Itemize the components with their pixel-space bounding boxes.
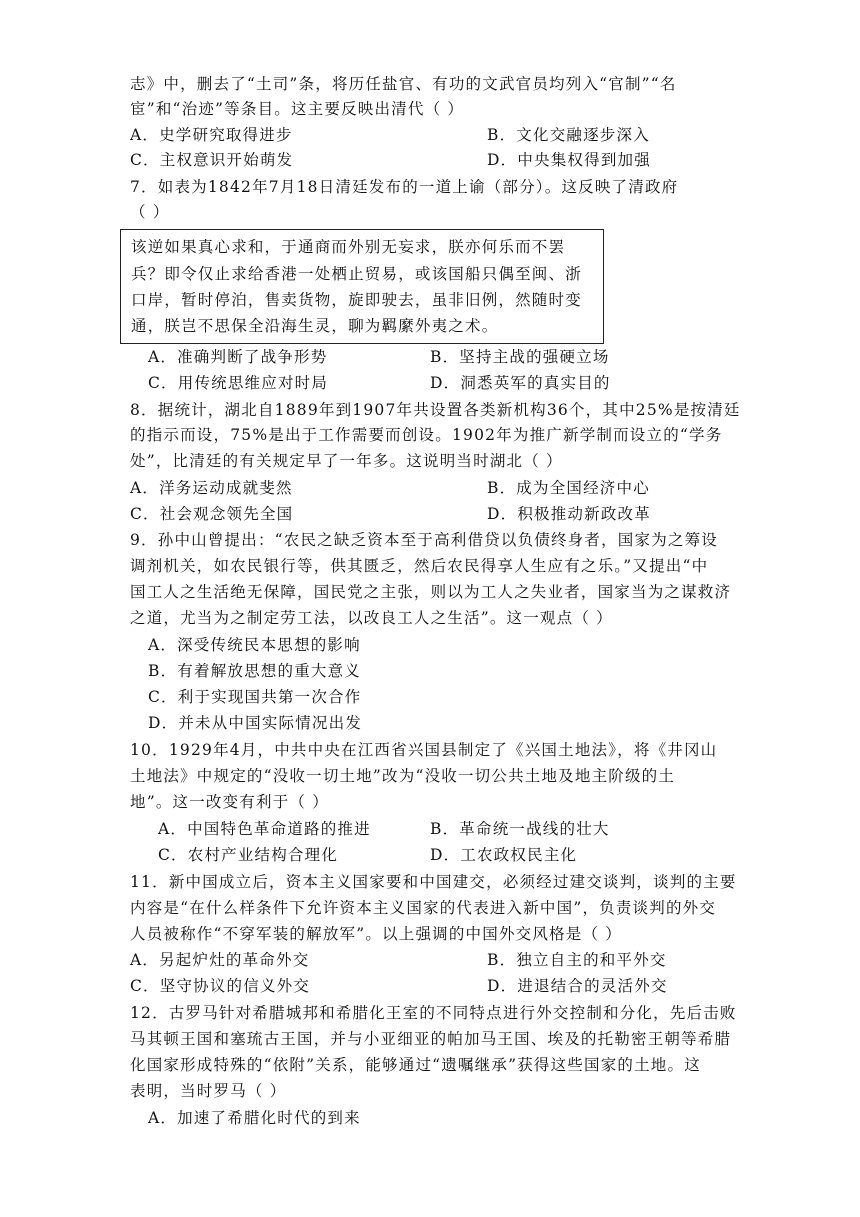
q10-option-a[interactable]: A．中国特色革命道路的推进 xyxy=(158,820,371,838)
q10-stem-line-2: 土地法》中规定的“没收一切土地”改为“没收一切公共土地及地主阶级的土 xyxy=(130,767,676,785)
q9-stem-line-3: 国工人之生活绝无保障，国民党之主张，则以为工人之失业者，国家当为之谋救济 xyxy=(130,583,732,601)
q11-stem-line-3: 人员被称作“不穿军装的解放军”。以上强调的中国外交风格是（ ） xyxy=(130,925,622,943)
q11-stem-line-1: 11．新中国成立后，资本主义国家要和中国建交，必须经过建交谈判，谈判的主要 xyxy=(130,873,737,891)
q7-quote-line-1: 该逆如果真心求和，于通商而外别无妄求，朕亦何乐而不罢 xyxy=(131,238,566,256)
q12-stem-line-2: 马其顿王国和塞琉古王国，并与小亚细亚的帕加马王国、埃及的托勒密王朝等希腊 xyxy=(130,1030,732,1048)
q8-option-d[interactable]: D．积极推动新政改革 xyxy=(487,505,651,523)
q8-option-b[interactable]: B．成为全国经济中心 xyxy=(487,479,650,497)
q6-option-a[interactable]: A．史学研究取得进步 xyxy=(130,126,293,144)
q8-option-c[interactable]: C．社会观念领先全国 xyxy=(130,505,294,523)
q12-stem-line-3: 化国家形成特殊的“依附”关系，能够通过“遗嘱继承”获得这些国家的土地。这 xyxy=(130,1056,701,1074)
q7-stem-line-1: 7．如表为1842年7月18日清廷发布的一道上谕（部分）。这反映了清政府 xyxy=(130,178,679,196)
q12-stem-line-1: 12．古罗马针对希腊城邦和希腊化王室的不同特点进行外交控制和分化，先后击败 xyxy=(130,1004,737,1022)
q8-stem-line-3: 处”，比清廷的有关规定早了一年多。这说明当时湖北（ ） xyxy=(130,452,563,470)
q8-stem-line-1: 8．据统计，湖北自1889年到1907年共设置各类新机构36个，其中25%是按清廷 xyxy=(130,401,741,419)
q6-stem-line-2: 宦”和“治迹”等条目。这主要反映出清代（ ） xyxy=(130,100,465,118)
q9-option-b[interactable]: B．有着解放思想的重大意义 xyxy=(148,662,361,680)
q7-quote-line-3: 口岸，暂时停泊，售卖货物，旋即驶去，虽非旧例，然随时变 xyxy=(131,291,582,309)
q10-option-d[interactable]: D．工农政权民主化 xyxy=(430,846,578,864)
q11-option-b[interactable]: B．独立自主的和平外交 xyxy=(487,951,667,969)
q7-option-d[interactable]: D．洞悉英军的真实目的 xyxy=(430,374,611,392)
q12-stem-line-4: 表明，当时罗马（ ） xyxy=(130,1082,287,1100)
q10-option-b[interactable]: B．革命统一战线的壮大 xyxy=(430,820,610,838)
q9-option-d[interactable]: D．并未从中国实际情况出发 xyxy=(148,714,363,732)
q6-option-d[interactable]: D．中央集权得到加强 xyxy=(487,151,651,169)
q7-stem-line-2: （ ） xyxy=(130,203,170,221)
q10-stem-line-3: 地”。这一改变有利于（ ） xyxy=(130,793,329,811)
q12-option-a[interactable]: A．加速了希腊化时代的到来 xyxy=(148,1109,361,1127)
q11-option-d[interactable]: D．进退结合的灵活外交 xyxy=(487,977,668,995)
q9-stem-line-4: 之道，尤当为之制定劳工法，以改良工人之生活”。这一观点（ ） xyxy=(130,609,613,627)
q10-option-c[interactable]: C．农村产业结构合理化 xyxy=(158,846,339,864)
q8-option-a[interactable]: A．洋务运动成就斐然 xyxy=(130,479,293,497)
q11-stem-line-2: 内容是“在什么样条件下允许资本主义国家的代表进入新中国”，负责谈判的外交 xyxy=(130,899,717,917)
q6-option-c[interactable]: C．主权意识开始萌发 xyxy=(130,151,294,169)
q9-option-c[interactable]: C．利于实现国共第一次合作 xyxy=(148,688,362,706)
q7-quote-box xyxy=(120,229,604,344)
q10-stem-line-1: 10．1929年4月，中共中央在江西省兴国县制定了《兴国土地法》，将《井冈山 xyxy=(130,741,718,759)
q7-quote-line-4: 通，朕岂不思保全沿海生灵，聊为羁縻外夷之术。 xyxy=(131,317,499,335)
q9-stem-line-1: 9．孙中山曾提出：“农民之缺乏资本至于高利借贷以负债终身者，国家为之筹设 xyxy=(130,531,718,549)
q7-quote-line-2: 兵？即令仅止求给香港一处栖止贸易，或该国船只偶至闽、浙 xyxy=(131,265,582,283)
q11-option-c[interactable]: C．坚守协议的信义外交 xyxy=(130,977,311,995)
q9-stem-line-2: 调剂机关，如农民银行等，供其匮乏，然后农民得享人生应有之乐。”又提出“中 xyxy=(130,557,709,575)
q9-option-a[interactable]: A．深受传统民本思想的影响 xyxy=(148,636,361,654)
q6-stem-line-1: 志》中，删去了“土司”条，将历任盐官、有功的文武官员均列入“官制”“名 xyxy=(130,75,677,93)
q11-option-a[interactable]: A．另起炉灶的革命外交 xyxy=(130,951,310,969)
q7-option-c[interactable]: C．用传统思维应对时局 xyxy=(148,374,329,392)
q8-stem-line-2: 的指示而设，75%是出于工作需要而创设。1902年为推广新学制而设立的“学务 xyxy=(130,426,723,444)
q7-option-a[interactable]: A．准确判断了战争形势 xyxy=(148,348,328,366)
q6-option-b[interactable]: B．文化交融逐步深入 xyxy=(487,126,650,144)
q7-option-b[interactable]: B．坚持主战的强硬立场 xyxy=(430,348,610,366)
